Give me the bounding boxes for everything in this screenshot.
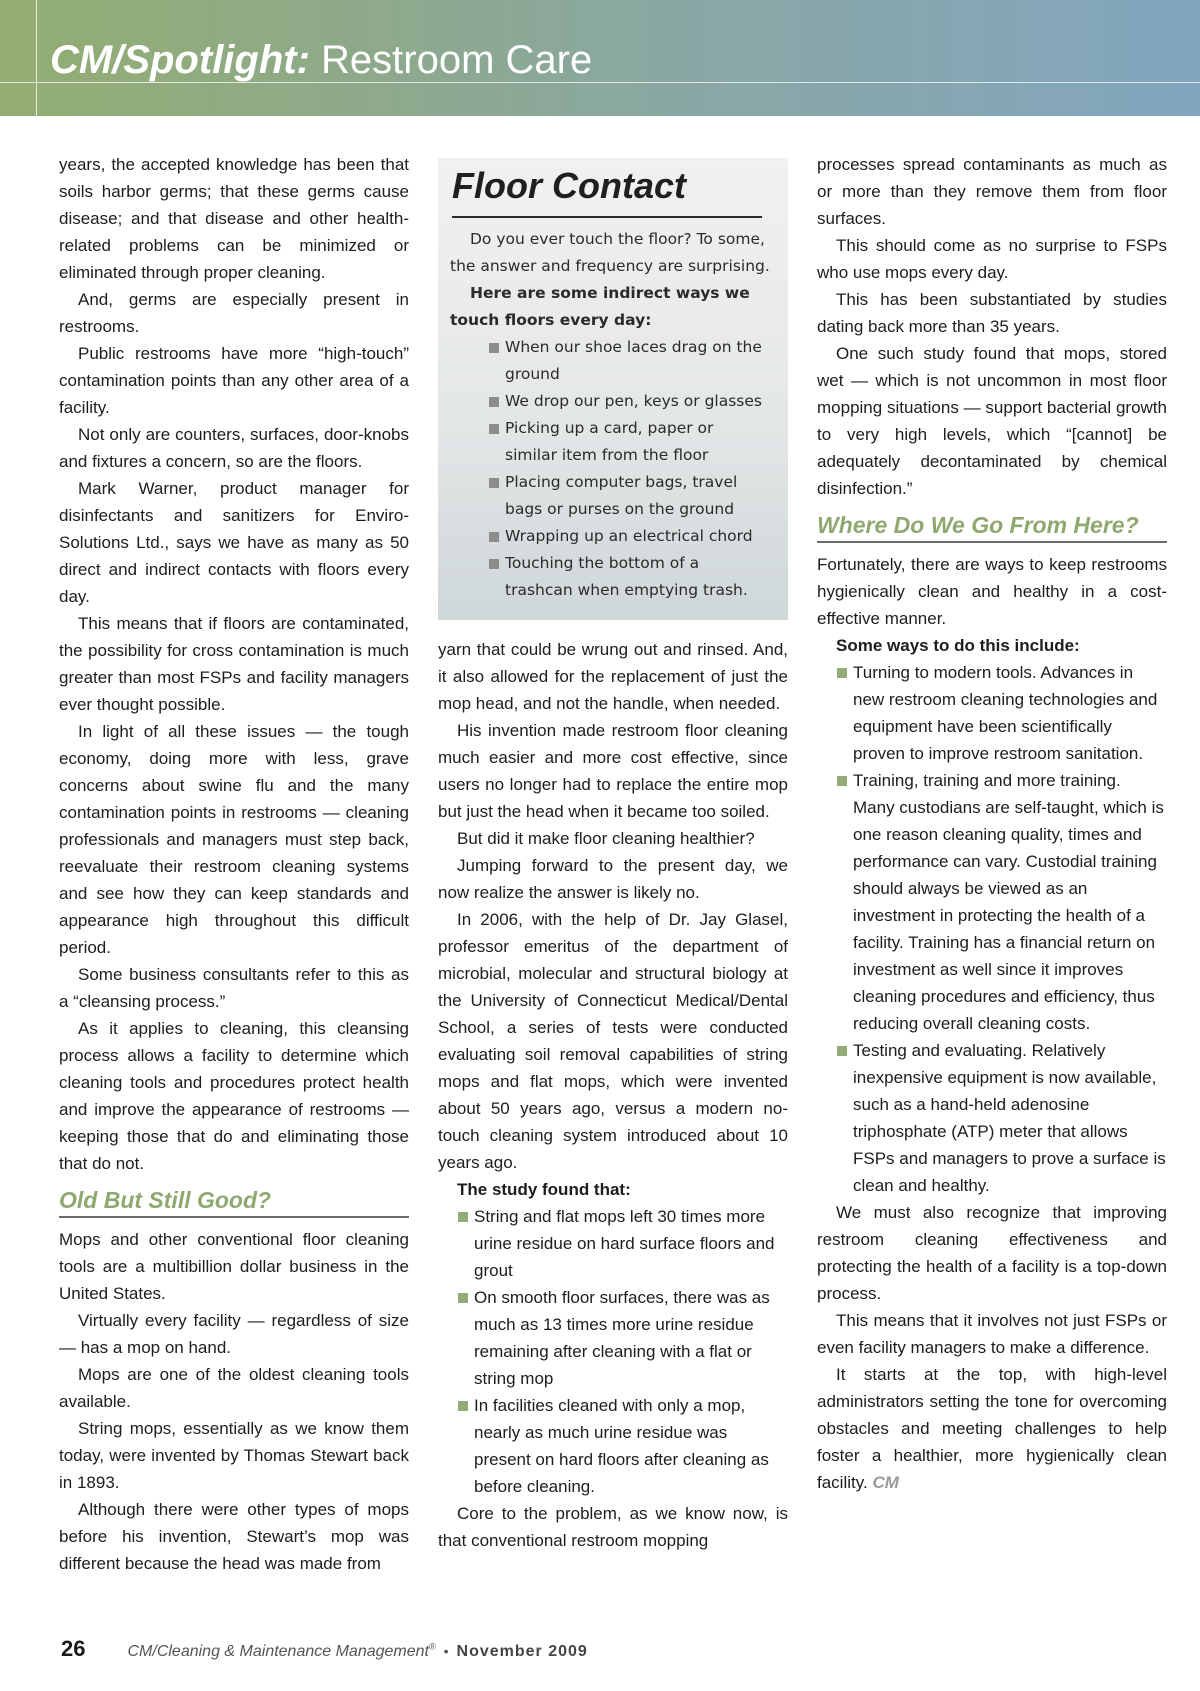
study-lead: The study found that: [457, 1180, 631, 1199]
body-paragraph: But did it make floor cleaning healthier? [457, 829, 755, 848]
body-paragraph: This should come as no surprise to FSPs who use mops every day. [817, 236, 1167, 282]
sidebar-intro: Do you ever touch the floor? To some, the answer and frequency are surprising. [450, 230, 770, 275]
closing-paragraph: It starts at the top, with high-level administrators setting the tone for overcoming obstacles and meeting challenges to help foster a healthier, more hygienically clean facility. CM [817, 1365, 1167, 1492]
ways-list [817, 659, 1167, 1199]
bullet-square-icon [489, 532, 499, 542]
cm-signature: CM [872, 1473, 899, 1492]
section-title-main: CM/Spotlight: [50, 38, 310, 82]
section-title [50, 38, 592, 83]
body-paragraph: This means that it involves not just FSPs or even facility managers to make a difference. [817, 1311, 1167, 1357]
column-2 [438, 636, 788, 1554]
study-findings-list [438, 1203, 788, 1500]
body-paragraph: We must also recognize that improving restroom cleaning effectiveness and protecting the health of a facility is a top-down process. [817, 1203, 1167, 1303]
body-paragraph: Mops and other conventional floor cleaning tools are a multibillion dollar business in the United States. [59, 1230, 409, 1303]
column-1 [59, 151, 409, 1577]
list-item: Training, training and more training. Many custodians are self-taught, which is one reason cleaning quality, times and performance can vary. Custodial training should always be viewed as an investment in protecting the health of a facility. Training has a financial return on investment as well since it improves cleaning procedures and efficiency, thus reducing overall cleaning costs. [836, 767, 1167, 1037]
ways-lead: Some ways to do this include: [836, 636, 1080, 655]
bullet-square-icon [458, 1293, 468, 1303]
bullet-square-icon [489, 343, 499, 353]
list-item: Wrapping up an electrical chord [488, 523, 770, 550]
body-paragraph: processes spread contaminants as much as or more than they remove them from floor surfaces. [817, 155, 1167, 228]
subhead-old-but-still-good: Old But Still Good? [59, 1187, 409, 1218]
body-paragraph: Not only are counters, surfaces, door-knobs and fixtures a concern, so are the floors. [59, 425, 409, 471]
body-paragraph: Mops are one of the oldest cleaning tools available. [59, 1365, 409, 1411]
body-paragraph: Although there were other types of mops before his invention, Stewart’s mop was different because the head was made from [59, 1500, 409, 1573]
body-paragraph: yarn that could be wrung out and rinsed. And, it also allowed for the replacement of just the mop head, and not the handle, when needed. [438, 640, 788, 713]
body-paragraph: His invention made restroom floor cleaning much easier and more cost effective, since users no longer had to replace the entire mop but just the head when it became too soiled. [438, 721, 788, 821]
list-item: String and flat mops left 30 times more urine residue on hard surface floors and grout [457, 1203, 788, 1284]
bullet-square-icon [837, 668, 847, 678]
bullet-square-icon [837, 1046, 847, 1056]
issue-date: November 2009 [456, 1643, 588, 1660]
bullet-square-icon [489, 478, 499, 488]
body-paragraph: In 2006, with the help of Dr. Jay Glasel, professor emeritus of the department of microbial, molecular and structural biology at the University of Connecticut Medical/Dental School, a series of tests were conducted evaluating soil removal capabilities of string mops and flat mops, which were invented about 50 years ago, versus a modern no-touch cleaning system introduced about 10 years ago. [438, 910, 788, 1172]
body-paragraph: Public restrooms have more “high-touch” contamination points than any other area of a facility. [59, 344, 409, 417]
sidebar-body [450, 226, 770, 604]
body-paragraph: Fortunately, there are ways to keep restrooms hygienically clean and healthy in a cost-effective manner. [817, 555, 1167, 628]
sidebar-floor-contact [438, 158, 788, 620]
list-item: On smooth floor surfaces, there was as much as 13 times more urine residue remaining after cleaning with a flat or string mop [457, 1284, 788, 1392]
body-paragraph: As it applies to cleaning, this cleansing process allows a facility to determine which cleaning tools and procedures protect health and improve the appearance of restrooms — keeping those that do and eliminating those that do not. [59, 1019, 409, 1173]
list-item: Placing computer bags, travel bags or purses on the ground [488, 469, 770, 523]
footer-separator: • [443, 1643, 449, 1659]
list-item: Turning to modern tools. Advances in new restroom cleaning technologies and equipment have been scientifically proven to improve restroom sanitation. [836, 659, 1167, 767]
list-item: We drop our pen, keys or glasses [488, 388, 770, 415]
body-paragraph: years, the accepted knowledge has been that soils harbor germs; that these germs cause disease; and that disease and other health-related problems can be minimized or eliminated through proper cleaning. [59, 155, 409, 282]
sidebar-title: Floor Contact [452, 162, 762, 218]
body-paragraph: Jumping forward to the present day, we now realize the answer is likely no. [438, 856, 788, 902]
list-item: Touching the bottom of a trashcan when emptying trash. [488, 550, 770, 604]
bullet-square-icon [458, 1401, 468, 1411]
list-item: In facilities cleaned with only a mop, nearly as much urine residue was present on hard floors after cleaning as before cleaning. [457, 1392, 788, 1500]
body-paragraph: Some business consultants refer to this as a “cleansing process.” [59, 965, 409, 1011]
bullet-square-icon [489, 424, 499, 434]
body-paragraph: One such study found that mops, stored wet — which is not uncommon in most floor mopping situations — support bacterial growth to very high levels, which “[cannot] be adequately decontaminated by chemical disinfection.” [817, 344, 1167, 498]
bullet-square-icon [458, 1212, 468, 1222]
subhead-where-do-we-go: Where Do We Go From Here? [817, 512, 1167, 543]
list-item: Testing and evaluating. Relatively inexpensive equipment is now available, such as a hand-held adenosine triphosphate (ATP) meter that allows FSPs and managers to prove a surface is clean and healthy. [836, 1037, 1167, 1199]
header-rule-vertical [36, 0, 37, 116]
body-paragraph: This has been substantiated by studies dating back more than 35 years. [817, 290, 1167, 336]
body-paragraph: Core to the problem, as we know now, is that conventional restroom mopping [438, 1504, 788, 1550]
body-paragraph: Mark Warner, product manager for disinfectants and sanitizers for Enviro-Solutions Ltd., says we have as many as 50 direct and indirect contacts with floors every day. [59, 479, 409, 606]
body-paragraph: And, germs are especially present in restrooms. [59, 290, 409, 336]
body-paragraph: Virtually every facility — regardless of size — has a mop on hand. [59, 1311, 409, 1357]
section-title-sub: Restroom Care [321, 38, 593, 82]
bullet-square-icon [489, 397, 499, 407]
page-footer [61, 1636, 588, 1662]
body-paragraph: String mops, essentially as we know them today, were invented by Thomas Stewart back in 1893. [59, 1419, 409, 1492]
sidebar-list [450, 334, 770, 604]
list-item: Picking up a card, paper or similar item from the floor [488, 415, 770, 469]
column-3 [817, 151, 1167, 1496]
bullet-square-icon [837, 776, 847, 786]
bullet-square-icon [489, 559, 499, 569]
publication-name: CM/Cleaning & Maintenance Management® [127, 1641, 436, 1660]
sidebar-lead: Here are some indirect ways we touch floors every day: [450, 284, 750, 329]
body-paragraph: This means that if floors are contaminated, the possibility for cross contamination is much greater than most FSPs and facility managers ever thought possible. [59, 614, 409, 714]
body-paragraph: In light of all these issues — the tough economy, doing more with less, grave concerns about swine flu and the many contamination points in restrooms — cleaning professionals and managers must step back, reevaluate their restroom cleaning systems and see how they can keep standards and appearance high throughout this difficult period. [59, 722, 409, 957]
page-header [0, 0, 1200, 116]
page-number: 26 [61, 1636, 86, 1661]
list-item: When our shoe laces drag on the ground [488, 334, 770, 388]
